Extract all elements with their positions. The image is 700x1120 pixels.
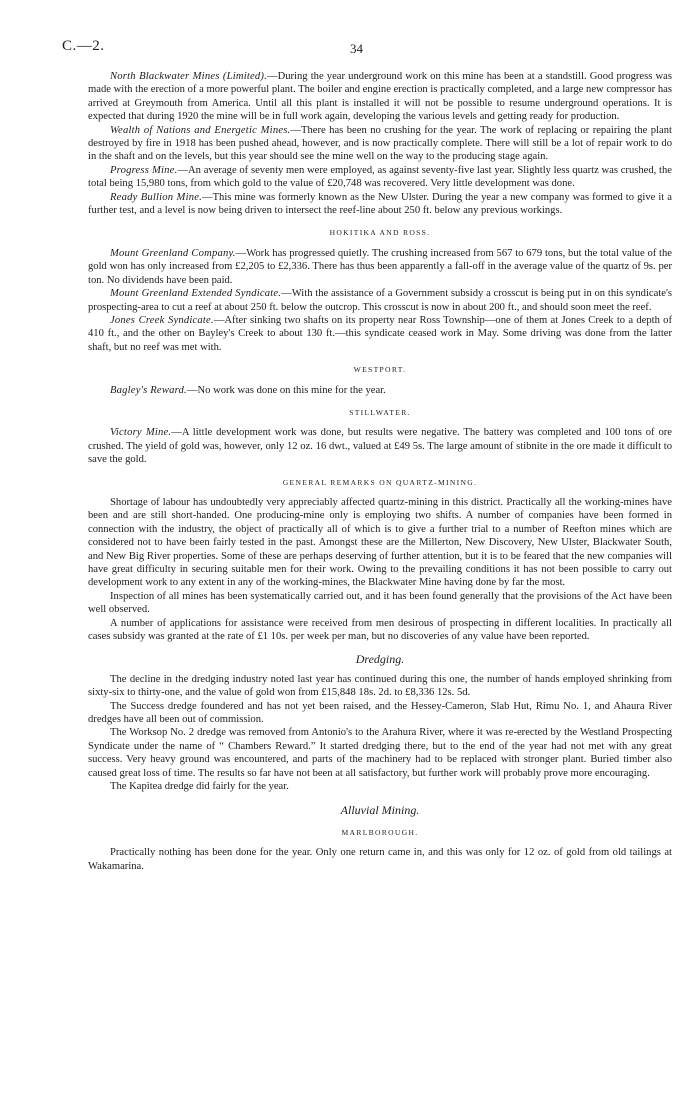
paragraph-text: —With the assistance of a Government subsidy a crosscut is being put in on this syndicate's prospecting-area to cut a reef at about 250 ft. below the outcrop. This crosscut is now in about 200 ft., and should soon meet the reef. xyxy=(88,288,672,313)
document-reference: C.—2. xyxy=(62,38,105,54)
paragraph xyxy=(88,617,672,644)
paragraph-text: The Success dredge foundered and has not yet been raised, and the Hessey-Cameron, Slab Hut, Rimu No. 1, and Ahaura River dredges have all been out of commission. xyxy=(88,700,672,726)
paragraph-lead: Jones Creek Syndicate. xyxy=(110,314,214,326)
paragraph-text: A number of applications for assistance were received from men desirous of prospecting in different localities. In practically all cases subsidy was granted at the rate of £1 10s. per week per man, but no discoveries of any value have been reported. xyxy=(88,617,672,643)
paragraph-text: The Worksop No. 2 dredge was removed from Antonio's to the Arahura River, where it was re-erected by the Westland Prospecting Syndicate under the name of “ Chambers Reward.” It started dredging there, but to the end of the year had not met with any great success. Very heavy ground was encountered, and parts of the machinery had to be replaced with stronger plant. Buried timber also caused great loss of time. The results so far have not been at all satisfactory, but further work will probably prove more encouraging. xyxy=(88,727,672,779)
paragraph-text: —No work was done on this mine for the year. xyxy=(186,384,386,396)
paragraph-lead: North Blackwater Mines (Limited). xyxy=(110,71,267,82)
paragraph xyxy=(88,590,672,617)
section-title: Dredging. xyxy=(355,652,405,667)
paragraph-text: Shortage of labour has undoubtedly very appreciably affected quartz-mining in this district. Practically all the working-mines have been and are still short-handed. One producing-mine only is employing two shifts. A number of companies have been formed in connection with the industry, the object of practically all of which is to give a further trial to a number of Reefton mines which are considered not to have been fairly tested in the past. Amongst these are the Millerton, New Discovery, New Ulster, Blackwater South, and New Big River properties. Some of these are perhaps deserving of further attention, but it is to be feared that the new companies will have great difficulty in securing suitable men for their work. Owing to the prevailing conditions it has not been possible to carry out development work to any extent in any of the working-mines, the Blackwater Mine having done by far the most. xyxy=(88,496,672,589)
paragraph-text: —This mine was formerly known as the New Ulster. During the year a new company was formed to give it a further test, and a level is now being driven to intersect the reef-line about 250 ft. below any previous workings. xyxy=(88,191,672,217)
paragraph xyxy=(88,846,672,873)
paragraph xyxy=(88,164,672,191)
paragraph-lead: Wealth of Nations and Energetic Mines. xyxy=(110,124,291,136)
paragraph-text: —An average of seventy men were employed, as against seventy-five last year. Slightly less quartz was crushed, the total being 15,980 tons, from which gold to the value of £20,748 was recovered. Very little development was done. xyxy=(88,164,673,190)
paragraph xyxy=(88,673,672,700)
paragraph-text: Inspection of all mines has been systematically carried out, and it has been found generally that the provisions of the Act have been well observed. xyxy=(88,590,672,616)
page-header xyxy=(62,38,672,62)
paragraph-lead: Mount Greenland Extended Syndicate. xyxy=(110,288,282,300)
paragraph-lead: Bagley's Reward. xyxy=(110,384,187,396)
paragraph xyxy=(88,700,672,727)
paragraph xyxy=(88,726,672,780)
paragraph xyxy=(88,426,672,466)
paragraph xyxy=(88,496,672,590)
document-body xyxy=(88,70,672,873)
paragraph-text: The decline in the dredging industry noted last year has continued during this one, the number of hands employed shrinking from sixty-six to thirty-one, and the value of gold won from £15,848 18s. 2d. to £8,336 12s. 5d. xyxy=(88,673,672,699)
section-heading: GENERAL REMARKS ON QUARTZ-MINING. xyxy=(282,477,478,487)
paragraph xyxy=(88,314,672,354)
paragraph-text: —During the year underground work on this mine has been at a standstill. Good progress was made with the erection of a more powerful plant. The boiler and engine erection is practically completed, and a large new compressor has arrived at Greymouth from America. Until all this plant is installed it will not be possible to resume underground operations. It is expected that during 1920 the mine will be in full work again, developing the various levels and getting ready for production. xyxy=(88,71,672,123)
paragraph xyxy=(88,70,672,124)
paragraph xyxy=(88,124,672,164)
paragraph-text: —A little development work was done, but results were negative. The battery was completed and 100 tons of ore crushed. The yield of gold was, however, only 12 oz. 16 dwt., valued at £49 5s. The large amount of stibnite in the ore made it difficult to save the gold. xyxy=(88,427,672,466)
paragraph xyxy=(88,287,672,314)
paragraph xyxy=(88,191,672,218)
paragraph xyxy=(88,384,672,397)
paragraph-lead: Progress Mine. xyxy=(110,164,178,176)
paragraph-text: —Work has progressed quietly. The crushing increased from 567 to 679 tons, but the total value of the gold won has only increased from £2,205 to £2,336. There has thus been apparently a fall-off in the average value of the quartz of 9s. per ton. No dividends have been paid. xyxy=(88,247,672,286)
paragraph-text: —There has been no crushing for the year. The work of replacing or repairing the plant destroyed by fire in 1918 has been pushed ahead, however, and is now practically complete. There will still be a lot of repair work to do in the shaft and on the levels, but this year should see the mine well on the way to the producing stage again. xyxy=(88,124,672,163)
section-heading: WESTPORT. xyxy=(353,365,407,375)
paragraph-lead: Ready Bullion Mine. xyxy=(110,191,202,203)
section-heading: HOKITIKA AND ROSS. xyxy=(329,228,431,238)
paragraph xyxy=(88,247,672,287)
section-title: Alluvial Mining. xyxy=(340,802,420,817)
section-heading: STILLWATER. xyxy=(349,407,411,417)
section-heading: MARLBOROUGH. xyxy=(341,827,419,837)
paragraph-lead: Mount Greenland Company. xyxy=(110,247,236,259)
paragraph-text: Practically nothing has been done for the year. Only one return came in, and this was only for 12 oz. of gold from old tailings at Wakamarina. xyxy=(88,847,672,872)
paragraph xyxy=(88,780,672,793)
paragraph-lead: Victory Mine. xyxy=(110,427,172,439)
page-number: 34 xyxy=(350,41,363,56)
paragraph-text: The Kapitea dredge did fairly for the year. xyxy=(110,781,289,793)
paragraph-text: —After sinking two shafts on its property near Ross Township—one of them at Jones Creek to a depth of 410 ft., and the other on Bayley's Creek to about 130 ft.—this syndicate ceased work in May. Some driving was done from the latter shaft, but no reef was met with. xyxy=(88,314,672,353)
